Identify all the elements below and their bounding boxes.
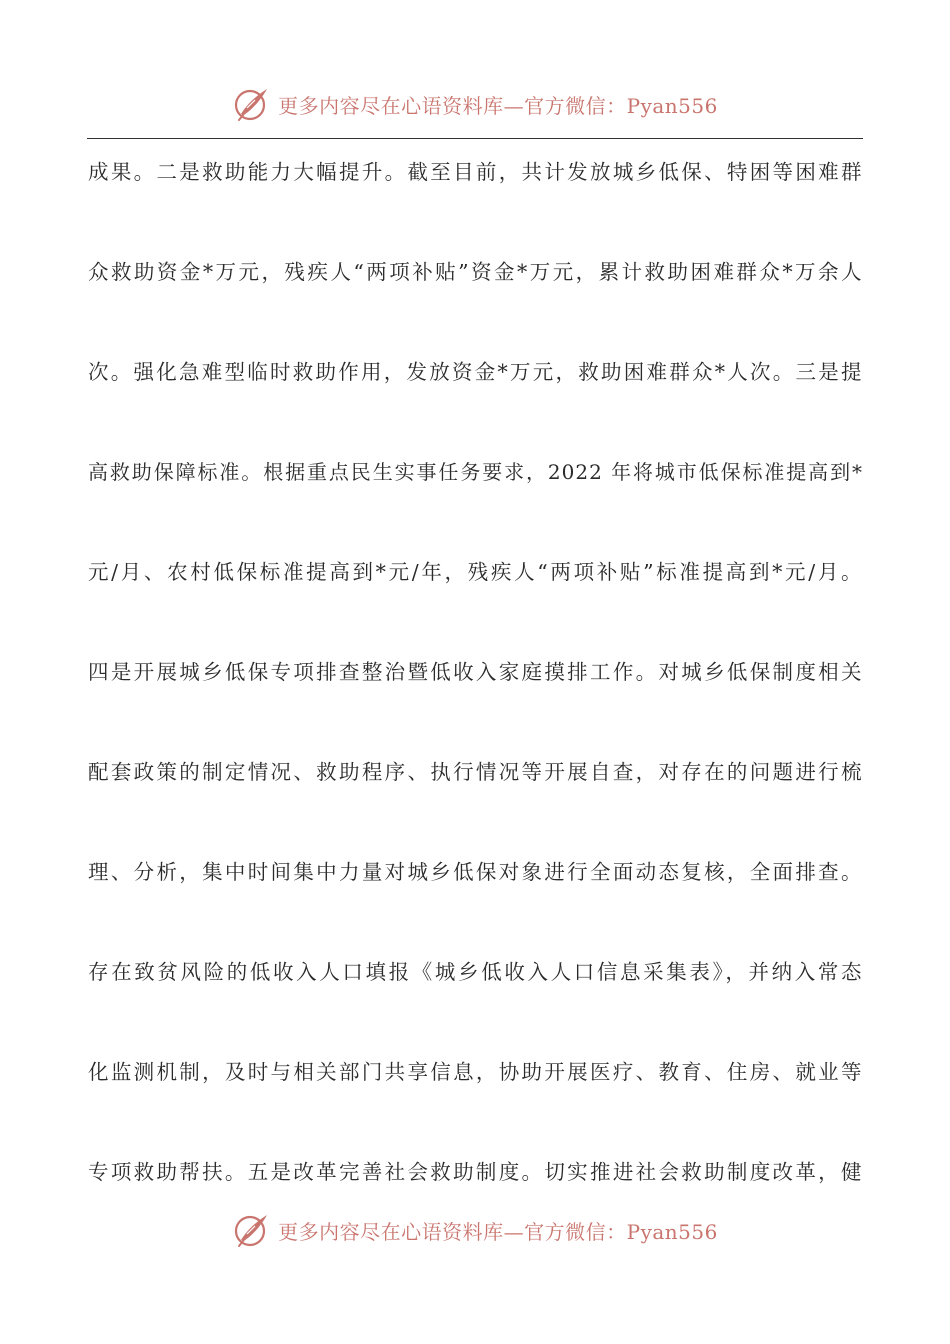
footer-banner-text: 更多内容尽在心语资料库—官方微信：Pyan556 <box>278 1219 718 1244</box>
text-line: 众救助资金*万元，残疾人“两项补贴”资金*万元，累计救助困难群众*万余人 <box>88 260 863 284</box>
text-line: 元/月、农村低保标准提高到*元/年，残疾人“两项补贴”标准提高到*元/月。 <box>88 560 863 584</box>
text-line: 化监测机制，及时与相关部门共享信息，协助开展医疗、教育、住房、就业等 <box>88 1060 863 1084</box>
quill-pen-logo-icon <box>232 1210 272 1250</box>
text-line: 次。强化急难型临时救助作用，发放资金*万元，救助困难群众*人次。三是提 <box>88 360 863 384</box>
text-line: 成果。二是救助能力大幅提升。截至目前，共计发放城乡低保、特困等困难群 <box>88 160 863 184</box>
text-line: 理、分析，集中时间集中力量对城乡低保对象进行全面动态复核，全面排查。 <box>88 860 863 884</box>
header-banner-text: 更多内容尽在心语资料库—官方微信：Pyan556 <box>278 93 718 118</box>
text-line: 配套政策的制定情况、救助程序、执行情况等开展自查，对存在的问题进行梳 <box>88 760 863 784</box>
text-line: 存在致贫风险的低收入人口填报《城乡低收入人口信息采集表》，并纳入常态 <box>88 960 863 984</box>
text-line: 专项救助帮扶。五是改革完善社会救助制度。切实推进社会救助制度改革，健 <box>88 1160 863 1184</box>
text-line: 高救助保障标准。根据重点民生实事任务要求，2022 年将城市低保标准提高到* <box>88 460 863 484</box>
header-divider <box>87 138 863 139</box>
header-watermark-banner <box>0 82 950 126</box>
document-body <box>88 150 863 1250</box>
quill-pen-logo-icon <box>232 84 272 124</box>
text-line: 四是开展城乡低保专项排查整治暨低收入家庭摸排工作。对城乡低保制度相关 <box>88 660 863 684</box>
footer-watermark-banner <box>0 1208 950 1252</box>
